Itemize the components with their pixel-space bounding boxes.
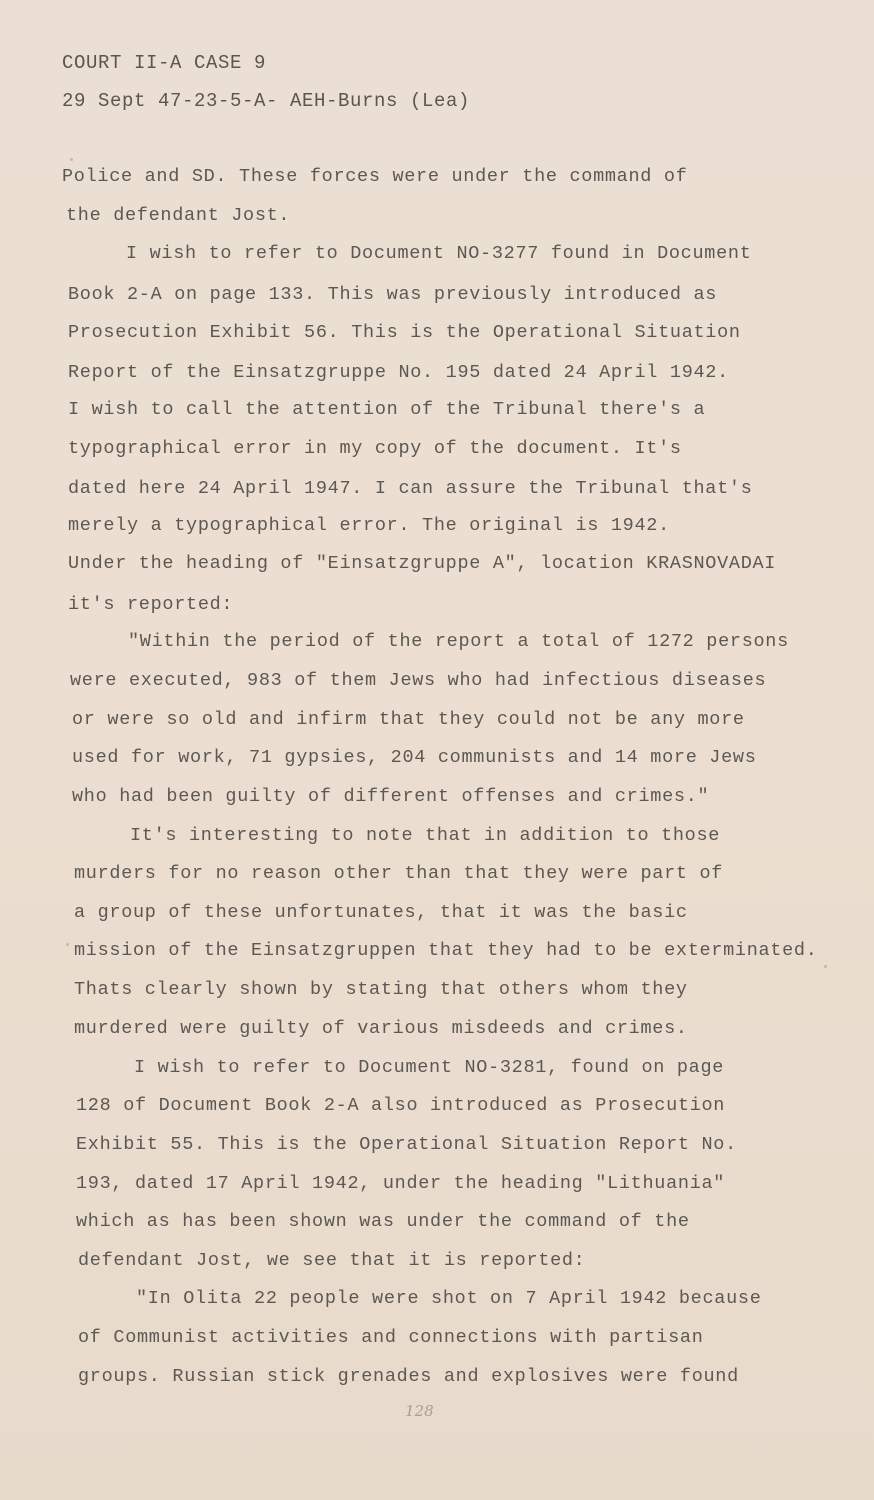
text-line: merely a typographical error. The original is 1942. <box>68 515 670 536</box>
text-line: 128 of Document Book 2-A also introduced as Prosecution <box>76 1095 726 1116</box>
text-line: were executed, 983 of them Jews who had infectious diseases <box>70 670 767 691</box>
court-case-header: COURT II-A CASE 9 <box>62 52 267 74</box>
text-line: It's interesting to note that in addition to those <box>130 825 721 846</box>
text-line: the defendant Jost. <box>66 205 291 226</box>
text-line: 193, dated 17 April 1942, under the heading "Lithuania" <box>76 1173 726 1194</box>
text-line: groups. Russian stick grenades and explosives were found <box>78 1366 739 1387</box>
text-line: of Communist activities and connections with partisan <box>78 1327 704 1348</box>
text-line: Report of the Einsatzgruppe No. 195 dated 24 April 1942. <box>68 362 729 383</box>
text-line: I wish to refer to Document NO-3277 found in Document <box>126 243 752 264</box>
text-line: "In Olita 22 people were shot on 7 April 1942 because <box>136 1288 762 1309</box>
paper-speck <box>66 943 69 946</box>
text-line: Prosecution Exhibit 56. This is the Operational Situation <box>68 322 741 343</box>
text-line: it's reported: <box>68 594 234 615</box>
paper-speck <box>70 158 73 161</box>
text-line: dated here 24 April 1947. I can assure the Tribunal that's <box>68 478 753 499</box>
text-line: murdered were guilty of various misdeeds and crimes. <box>74 1018 688 1039</box>
text-line: Exhibit 55. This is the Operational Situation Report No. <box>76 1134 737 1155</box>
text-line: mission of the Einsatzgruppen that they had to be exterminated. <box>74 940 818 961</box>
text-line: I wish to refer to Document NO-3281, found on page <box>134 1057 725 1078</box>
text-line: Under the heading of "Einsatzgruppe A", location KRASNOVADAI <box>68 553 777 574</box>
text-line: I wish to call the attention of the Tribunal there's a <box>68 399 706 420</box>
text-line: Book 2-A on page 133. This was previously introduced as <box>68 284 718 305</box>
text-line: who had been guilty of different offenses and crimes." <box>72 786 710 807</box>
text-line: murders for no reason other than that they were part of <box>74 863 724 884</box>
text-line: used for work, 71 gypsies, 204 communists and 14 more Jews <box>72 747 757 768</box>
text-line: "Within the period of the report a total of 1272 persons <box>128 631 789 652</box>
paper-speck <box>824 965 827 968</box>
text-line: typographical error in my copy of the document. It's <box>68 438 682 459</box>
text-line: Thats clearly shown by stating that others whom they <box>74 979 688 1000</box>
session-header: 29 Sept 47-23-5-A- AEH-Burns (Lea) <box>62 90 471 112</box>
text-line: a group of these unfortunates, that it was the basic <box>74 902 688 923</box>
text-line: defendant Jost, we see that it is reported: <box>78 1250 586 1271</box>
text-line: which as has been shown was under the command of the <box>76 1211 690 1232</box>
text-line: Police and SD. These forces were under the command of <box>62 166 688 187</box>
page-number: 128 <box>405 1402 434 1420</box>
text-line: or were so old and infirm that they could not be any more <box>72 709 745 730</box>
